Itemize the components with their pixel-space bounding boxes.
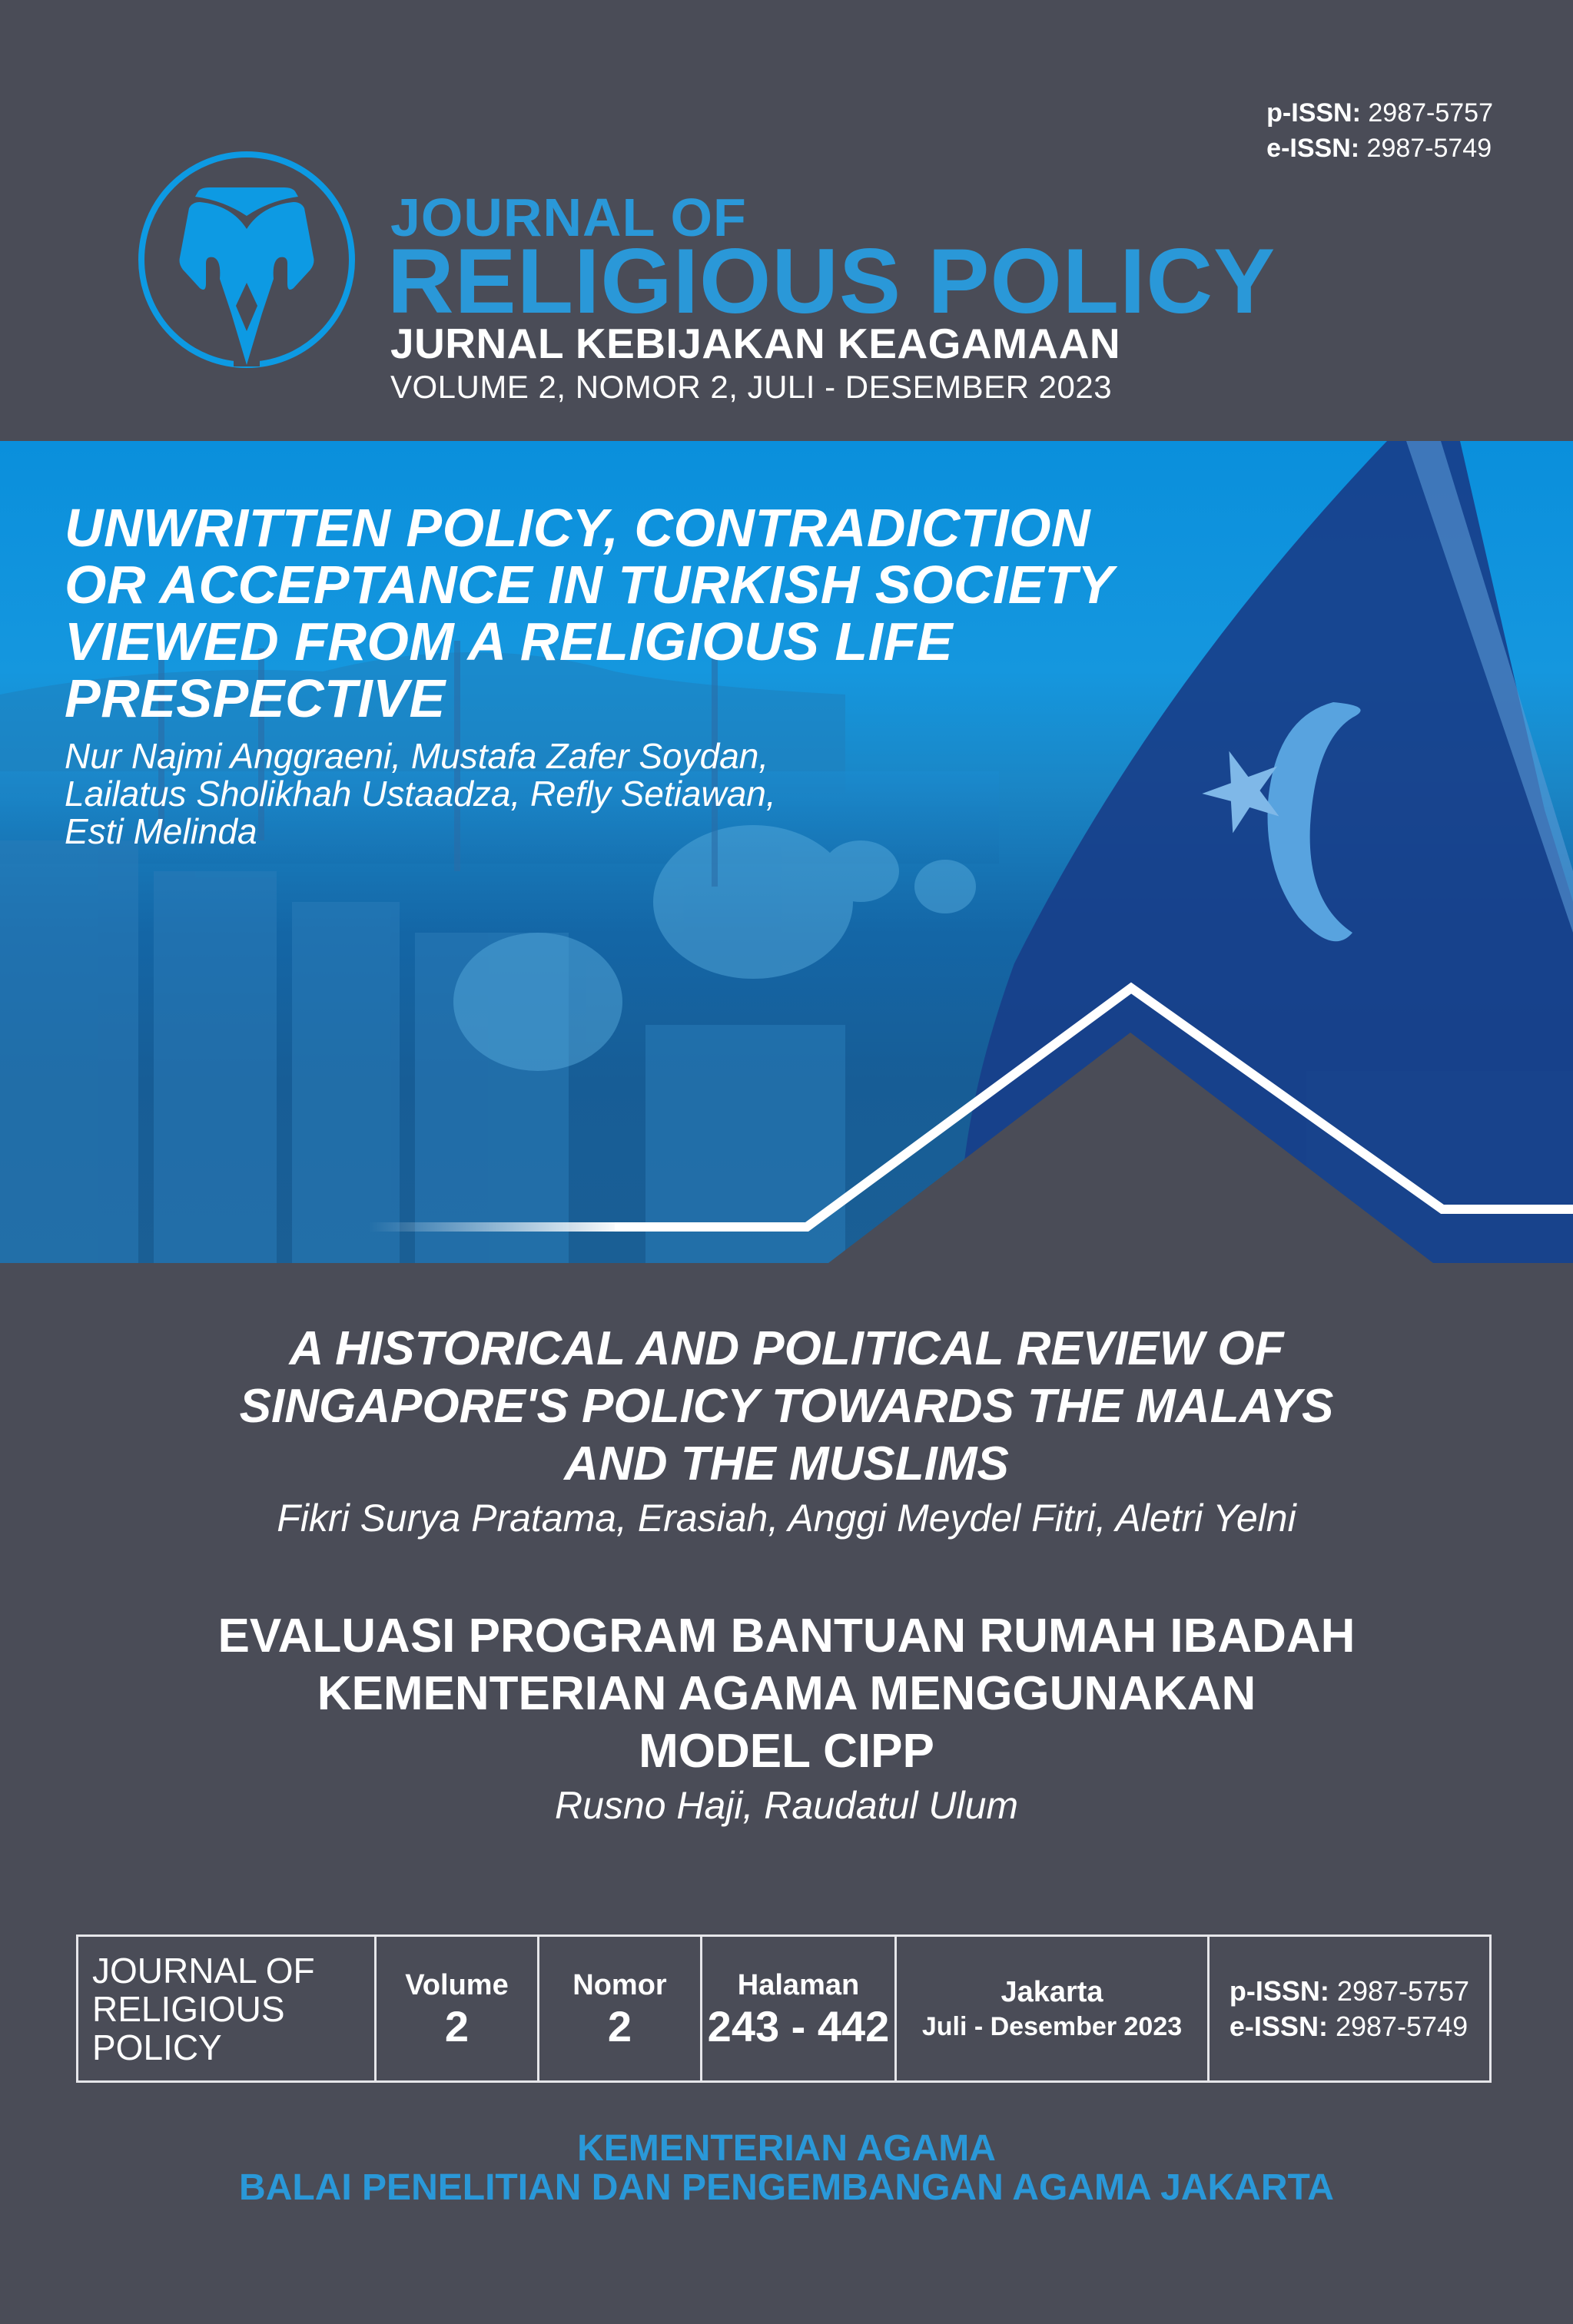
article-2 (0, 1320, 1573, 1545)
journal-masthead (387, 187, 1276, 407)
journal-name-line: POLICY (92, 2027, 222, 2067)
journal-title-line1: JOURNAL OF (390, 187, 747, 247)
p-issn-label: p-ISSN: (1266, 98, 1361, 128)
info-journal-name (78, 1937, 377, 2080)
article-title (0, 1320, 1573, 1493)
journal-subtitle: JURNAL KEBIJAKAN KEAGAMAAN (390, 320, 1121, 367)
volume-value: 2 (444, 2001, 470, 2050)
title-line: PRESPECTIVE (65, 668, 446, 728)
issn-block (1266, 95, 1493, 166)
article-authors: Rusno Haji, Raudatul Ulum (554, 1784, 1019, 1827)
title-line: OR ACCEPTANCE IN TURKISH SOCIETY (65, 555, 1114, 615)
issn-lines (1230, 1974, 1469, 2044)
journal-title-line2: RELIGIOUS POLICY (387, 230, 1276, 333)
article-title (65, 499, 1263, 727)
e-issn (1266, 131, 1493, 166)
nomor-value: 2 (607, 2001, 632, 2050)
e-issn-value: 2987-5749 (1366, 134, 1492, 163)
title-line: MODEL CIPP (639, 1725, 934, 1778)
nomor-label: Nomor (572, 1968, 667, 2001)
p-issn-label: p-ISSN: (1229, 1974, 1329, 2007)
info-volume (377, 1937, 539, 2080)
info-issn (1210, 1937, 1489, 2080)
title-line: VIEWED FROM A RELIGIOUS LIFE (65, 612, 954, 671)
author-line: Nur Najmi Anggraeni, Mustafa Zafer Soydan, (65, 736, 769, 776)
e-issn (1230, 2009, 1469, 2044)
e-issn-label: e-ISSN: (1266, 134, 1360, 163)
title-line: EVALUASI PROGRAM BANTUAN RUMAH IBADAH (217, 1610, 1356, 1663)
p-issn (1230, 1974, 1469, 2009)
title-line: A HISTORICAL AND POLITICAL REVIEW OF (289, 1322, 1284, 1375)
journal-name-line: RELIGIOUS (92, 1988, 285, 2029)
e-issn-value: 2987-5749 (1335, 2010, 1468, 2042)
publisher-footer (0, 2130, 1573, 2208)
article-3 (0, 1607, 1573, 1832)
title-line: UNWRITTEN POLICY, CONTRADICTION (65, 498, 1091, 558)
article-title (0, 1607, 1573, 1780)
city-label: Jakarta (1001, 1975, 1103, 2008)
issue-info: VOLUME 2, NOMOR 2, JULI - DESEMBER 2023 (390, 369, 1113, 405)
featured-article (65, 499, 1263, 850)
title-line: SINGAPORE'S POLICY TOWARDS THE MALAYS (239, 1380, 1334, 1433)
info-halaman (702, 1937, 897, 2080)
info-nomor (539, 1937, 702, 2080)
article-authors: Fikri Surya Pratama, Erasiah, Anggi Meydel Fitri, Aletri Yelni (277, 1497, 1296, 1540)
halaman-value: 243 - 442 (707, 2001, 890, 2050)
volume-label: Volume (405, 1968, 509, 2001)
journal-emblem-icon (135, 148, 358, 371)
title-line: KEMENTERIAN AGAMA MENGGUNAKAN (317, 1667, 1256, 1720)
p-issn (1266, 95, 1493, 131)
info-city-period (897, 1937, 1210, 2080)
author-line: Esti Melinda (65, 811, 257, 851)
article-authors (65, 738, 1263, 850)
journal-info-table (76, 1934, 1492, 2083)
e-issn-label: e-ISSN: (1229, 2010, 1328, 2042)
p-issn-value: 2987-5757 (1336, 1974, 1470, 2007)
title-line: AND THE MUSLIMS (564, 1437, 1009, 1490)
period-value: Juli - Desember 2023 (921, 2011, 1183, 2041)
publisher-institute: BALAI PENELITIAN DAN PENGEMBANGAN AGAMA JAKARTA (239, 2167, 1334, 2208)
author-line: Lailatus Sholikhah Ustaadza, Refly Setiawan, (65, 774, 776, 814)
halaman-label: Halaman (737, 1968, 860, 2001)
journal-name-line: JOURNAL OF (92, 1950, 315, 1991)
p-issn-value: 2987-5757 (1368, 98, 1493, 128)
publisher-ministry: KEMENTERIAN AGAMA (577, 2128, 996, 2169)
